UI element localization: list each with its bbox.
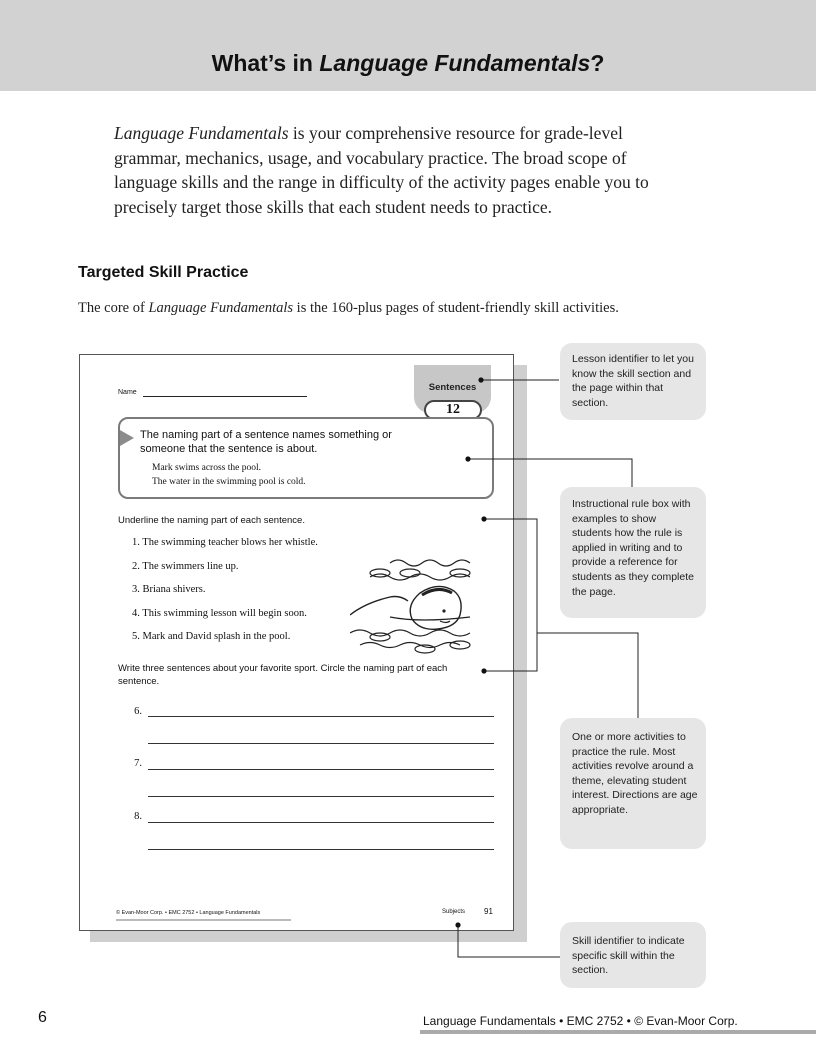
exercise-item: 3. Briana shivers.: [132, 584, 206, 595]
writing-number: 6.: [134, 706, 142, 717]
worksheet-page-number: 91: [484, 907, 493, 916]
exercise-item: 1. The swimming teacher blows her whistle.: [132, 537, 318, 548]
rule-text: The naming part of a sentence names something or someone that the sentence is about.: [140, 429, 392, 455]
callout-skill-identifier: Skill identifier to indicate specific skill within the section.: [560, 922, 706, 988]
callout-activities: One or more activities to practice the rule. Most activities revolve around a theme, elevating student interest. Directions are age appropriate.: [560, 718, 706, 849]
exercise-item: 5. Mark and David splash in the pool.: [132, 631, 291, 642]
rule-example: The water in the swimming pool is cold.: [152, 477, 306, 487]
intro-paragraph: Language Fundamentals is your comprehensive resource for grade-level grammar, mechanics, usage, and vocabulary practice. The broad scope of language skills and the range in difficulty of the activity pages enable you to precisely target those skills that each student needs to practice.: [114, 123, 649, 217]
lesson-number: 12: [424, 400, 482, 420]
section-description: The core of Language Fundamentals is the 160-plus pages of student-friendly skill activities.: [78, 300, 619, 316]
section-heading: Targeted Skill Practice: [78, 264, 249, 281]
directions: Write three sentences about your favorite sport. Circle the naming part of each sentence.: [118, 663, 448, 687]
callout-rule-box: Instructional rule box with examples to show students how the rule is applied in writing and to provide a reference for students as they complete the page.: [560, 487, 706, 618]
footer-credit: Language Fundamentals • EMC 2752 • © Evan-Moor Corp.: [423, 1014, 738, 1028]
rule-example: Mark swims across the pool.: [152, 463, 261, 473]
directions: Underline the naming part of each sentence.: [118, 515, 305, 526]
callout-lesson-identifier: Lesson identifier to let you know the skill section and the page within that section.: [560, 343, 706, 420]
writing-number: 8.: [134, 811, 142, 822]
page-title: What’s in Language Fundamentals?: [211, 50, 605, 76]
exercise-item: 2. The swimmers line up.: [132, 561, 239, 572]
section-tab-label: Sentences: [428, 382, 477, 393]
footer-bar: [420, 1030, 816, 1034]
exercise-item: 4. This swimming lesson will begin soon.: [132, 608, 307, 619]
skill-identifier: Subjects: [442, 909, 466, 915]
writing-number: 7.: [134, 758, 142, 769]
page-number: 6: [38, 1009, 47, 1026]
name-label: Name: [118, 389, 137, 396]
worksheet-footer-credit: © Evan-Moor Corp. • EMC 2752 • Language Fundamentals: [116, 910, 261, 916]
